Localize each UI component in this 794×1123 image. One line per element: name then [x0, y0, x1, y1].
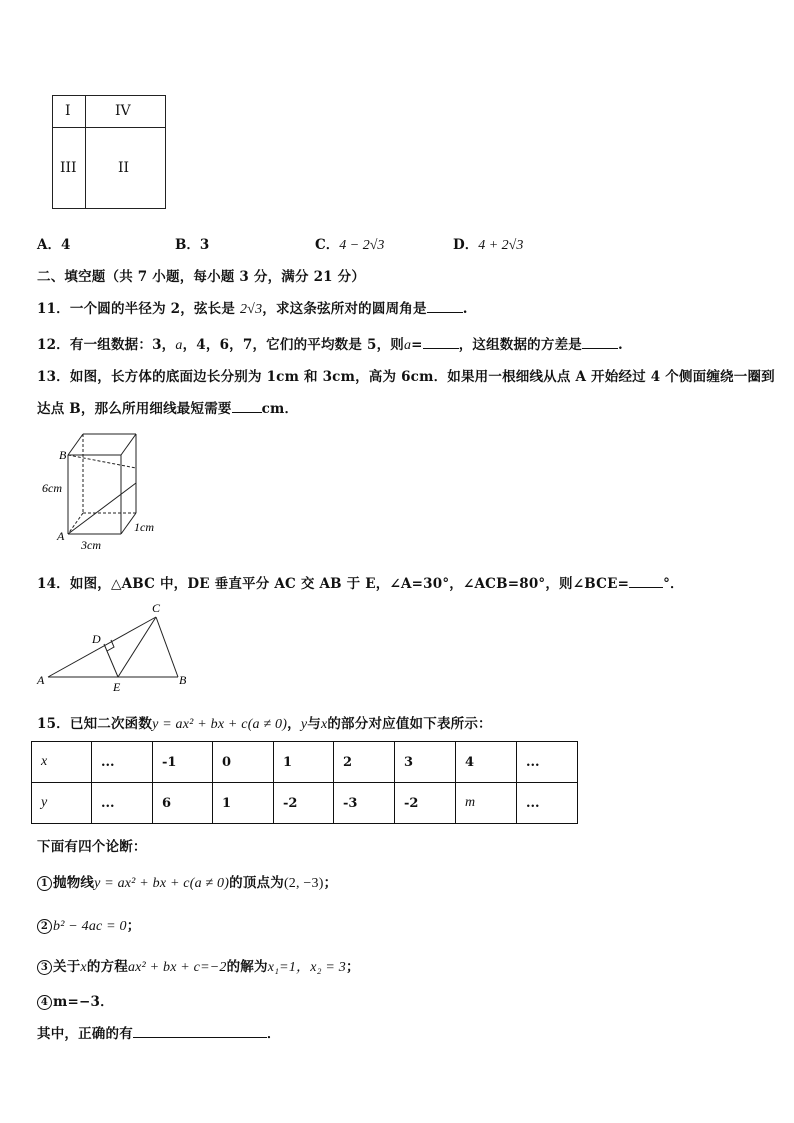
question-11 — [37, 297, 468, 318]
quadrant-label-iv: IV — [115, 103, 131, 119]
string-path — [68, 455, 136, 468]
s3-x: x — [80, 960, 87, 975]
q12-answer-blank-1[interactable] — [423, 336, 459, 349]
table-cell: 3 — [395, 742, 456, 783]
q14-text-pre: 14．如图，△ABC 中，DE 垂直平分 AC 交 AB 于 E，∠A=30°，∠ACB=80°，则∠BCE= — [37, 576, 630, 592]
side-bc — [156, 617, 178, 677]
option-d-label: D． — [453, 237, 479, 253]
table-cell: ... — [92, 742, 153, 783]
q11-end: . — [462, 301, 468, 317]
q15-text-pre: 15．已知二次函数 — [37, 716, 153, 732]
statement-3-number: 3 — [37, 960, 52, 975]
option-b: B．3 — [175, 237, 210, 253]
quadrant-label-ii: II — [118, 160, 130, 176]
q12-end: . — [618, 337, 623, 353]
s2-expr: b² − 4ac = 0 — [53, 919, 127, 934]
table-cell: -3 — [334, 783, 395, 824]
label-b: B — [59, 448, 67, 462]
cuboid-figure — [38, 428, 168, 552]
table-cell: m — [456, 783, 517, 824]
s3-mid2: 的解为 — [226, 959, 268, 975]
q13-line-2 — [37, 397, 298, 417]
q15-intro: 下面有四个论断： — [37, 839, 147, 855]
q11-text-post: ，求这条弦所对的圆周角是 — [262, 301, 427, 317]
q15-text-mid2: 与 — [307, 716, 321, 732]
q14-end: °． — [663, 576, 684, 592]
conclusion-pre: 其中，正确的有 — [37, 1026, 133, 1042]
statement-4 — [37, 990, 114, 1010]
s1-end: ； — [323, 875, 338, 891]
q11-text-pre: 11．一个圆的半径为 2，弦长是 — [37, 301, 240, 317]
quadrant-divider-horizontal — [53, 127, 165, 128]
s3-mid: 的方程 — [86, 959, 128, 975]
q14-answer-blank[interactable] — [629, 575, 663, 588]
option-d — [453, 233, 523, 254]
s3-sol: x₁=1，x₂ = 3 — [267, 960, 346, 975]
table-cell: -2 — [395, 783, 456, 824]
table-cell: ... — [517, 742, 578, 783]
table-cell: -1 — [153, 742, 213, 783]
q15-text-mid: ， — [287, 716, 301, 732]
q12-answer-blank-2[interactable] — [582, 336, 618, 349]
table-cell: 2 — [334, 742, 395, 783]
q12-a1: a — [175, 338, 183, 353]
table-row-y — [32, 783, 578, 824]
quadrant-label-i: I — [65, 103, 71, 119]
question-14 — [37, 572, 684, 592]
table-cell: ... — [517, 783, 578, 824]
statement-1 — [37, 871, 337, 892]
label-depth: 1cm — [134, 520, 154, 534]
quadrant-label-iii: III — [60, 160, 77, 176]
table-cell: 1 — [274, 742, 334, 783]
label-a: A — [37, 673, 45, 687]
s1-vertex: (2, −3) — [283, 876, 324, 891]
s3-pre: 关于 — [53, 959, 81, 975]
statement-3 — [37, 955, 360, 976]
q15-x: x — [320, 717, 328, 732]
s3-end: ； — [345, 959, 360, 975]
q12-text-pre: 12．有一组数据：3， — [37, 337, 176, 353]
option-c-label: C． — [315, 237, 340, 253]
label-a: A — [57, 529, 65, 543]
table-cell: -2 — [274, 783, 334, 824]
triangle-figure — [34, 598, 194, 694]
s1-mid: 的顶点为 — [229, 875, 284, 891]
statement-2-number: 2 — [37, 919, 52, 934]
q13-line2-pre: 达点 B，那么所用细线最短需要 — [37, 401, 232, 417]
table-cell: 4 — [456, 742, 517, 783]
q12-text-mid3: ，这组数据的方差是 — [458, 337, 582, 353]
q15-text-post: 的部分对应值如下表所示： — [327, 716, 492, 732]
label-d: D — [92, 632, 101, 646]
table-cell: 0 — [213, 742, 274, 783]
s4-text: m=−3． — [53, 994, 114, 1010]
label-height: 6cm — [42, 481, 62, 495]
q11-chord: 2√3 — [239, 302, 263, 317]
quadrant-figure — [52, 95, 166, 209]
table-cell: y — [32, 783, 92, 824]
value-table — [31, 741, 578, 824]
question-12 — [37, 333, 623, 354]
label-width: 3cm — [81, 538, 101, 552]
s1-pre: 抛物线 — [53, 875, 95, 891]
q15-answer-blank[interactable] — [133, 1025, 267, 1038]
statement-2 — [37, 914, 140, 935]
q13-line-1: 13．如图，长方体的底面边长分别为 1cm 和 3cm，高为 6cm．如果用一根细线从点 A 开始经过 4 个侧面缠绕一圈到 — [37, 369, 775, 385]
q13-answer-blank[interactable] — [232, 400, 262, 413]
q15-y: y — [300, 717, 308, 732]
table-cell: 6 — [153, 783, 213, 824]
cuboid-hidden-edge — [68, 513, 83, 534]
table-cell: 1 — [213, 783, 274, 824]
right-angle-mark — [107, 640, 114, 651]
option-c — [315, 233, 384, 254]
q12-text-mid2: = — [411, 337, 423, 353]
label-b: B — [179, 673, 187, 687]
table-row-x — [32, 742, 578, 783]
s2-end: ； — [126, 918, 141, 934]
string-path — [68, 483, 136, 534]
cuboid-edge — [68, 434, 83, 455]
segment-ce — [118, 617, 156, 677]
question-15 — [37, 712, 492, 733]
q15-conclusion — [37, 1022, 281, 1042]
q11-answer-blank[interactable] — [427, 300, 463, 313]
label-e: E — [113, 680, 121, 694]
statement-4-number: 4 — [37, 995, 52, 1010]
table-cell: x — [32, 742, 92, 783]
option-a: A．4 — [37, 237, 71, 253]
q12-text-mid: ，4，6，7，它们的平均数是 5，则 — [182, 337, 404, 353]
table-cell: ... — [92, 783, 153, 824]
statement-1-number: 1 — [37, 876, 52, 891]
section-heading: 二、填空题（共 7 小题，每小题 3 分，满分 21 分） — [37, 269, 366, 285]
side-ac — [48, 617, 156, 677]
quadrant-divider-vertical — [85, 96, 86, 208]
label-c: C — [152, 601, 161, 615]
q12-a2: a — [403, 338, 412, 353]
conclusion-end: ． — [266, 1026, 281, 1042]
option-d-value: 4 + 2√3 — [478, 238, 524, 253]
cuboid-edge — [121, 434, 136, 455]
q15-func: y = ax² + bx + c(a ≠ 0) — [152, 717, 288, 732]
q13-line2-post: cm． — [261, 401, 299, 417]
s3-eq: ax² + bx + c=−2 — [127, 960, 227, 975]
option-c-value: 4 − 2√3 — [339, 238, 385, 253]
s1-func: y = ax² + bx + c(a ≠ 0) — [94, 876, 230, 891]
